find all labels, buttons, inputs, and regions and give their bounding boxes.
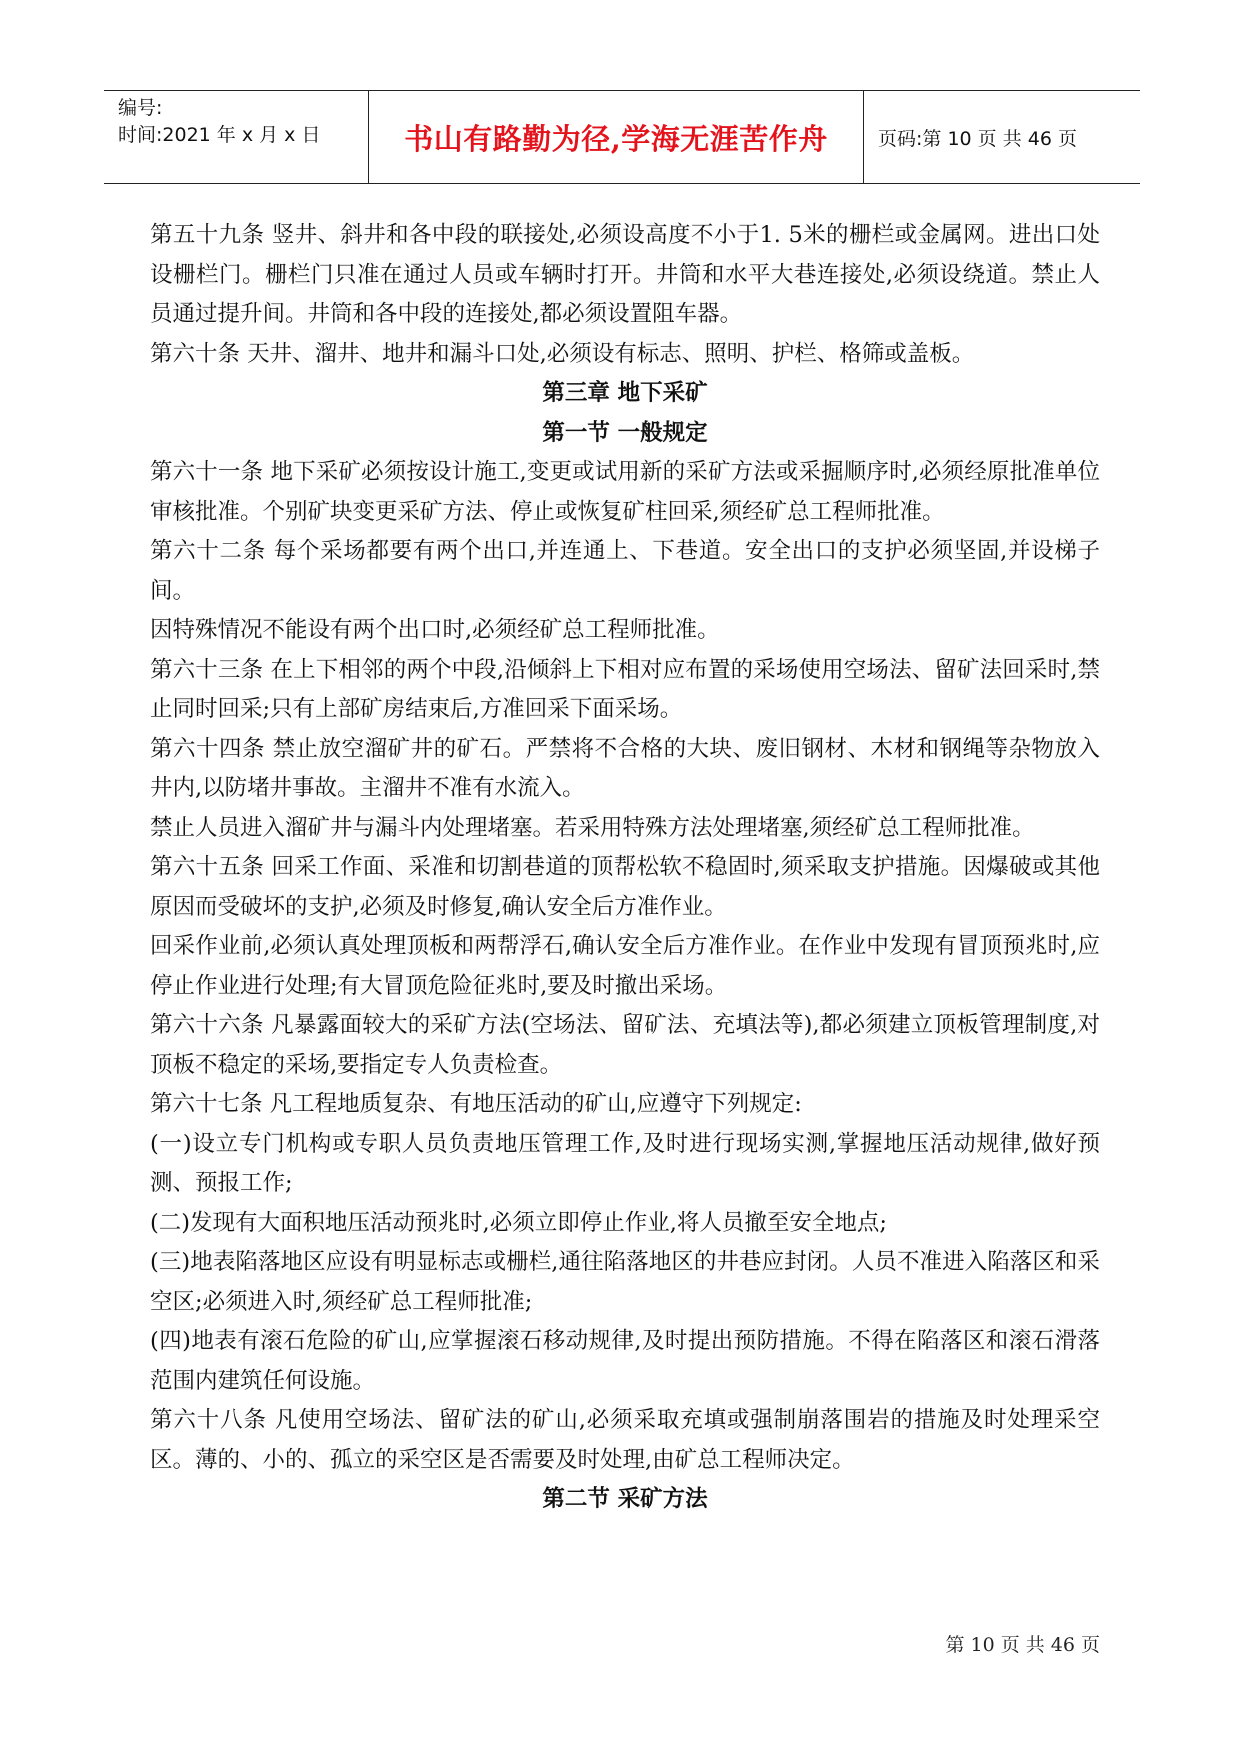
body-paragraph: 第六十条 天井、溜井、地井和漏斗口处,必须设有标志、照明、护栏、格筛或盖板。 [150,340,975,367]
body-paragraph: 禁止人员进入溜矿井与漏斗内处理堵塞。若采用特殊方法处理堵塞,须经矿总工程师批准。 [150,814,1035,841]
body-paragraph: 第六十三条 在上下相邻的两个中段,沿倾斜上下相对应布置的采场使用空场法、留矿法回采时,禁止同时回采;只有上部矿房结束后,方准回采下面采场。 [150,656,1100,722]
body-paragraph: 第五十九条 竖井、斜井和各中段的联接处,必须设高度不小于1. 5米的栅栏或金属网。进出口处设栅栏门。栅栏门只准在通过人员或车辆时打开。井筒和水平大巷连接处,必须设绕道。禁止人员通过提升间。井筒和各中段的连接处,都必须设置阻车器。 [150,222,1100,327]
body-paragraph: (三)地表陷落地区应设有明显标志或栅栏,通往陷落地区的井巷应封闭。人员不准进入陷落区和采空区;必须进入时,须经矿总工程师批准; [150,1249,1100,1315]
body-paragraph: 第六十一条 地下采矿必须按设计施工,变更或试用新的采矿方法或采掘顺序时,必须经原批准单位审核批准。个别矿块变更采矿方法、停止或恢复矿柱回采,须经矿总工程师批准。 [150,459,1100,525]
header-meta [104,91,369,183]
section-heading: 第二节 采矿方法 [542,1486,708,1512]
body-paragraph: 第六十四条 禁止放空溜矿井的矿石。严禁将不合格的大块、废旧钢材、木材和钢绳等杂物放入井内,以防堵井事故。主溜井不准有水流入。 [150,735,1100,801]
document-body [150,216,1100,1520]
motto-text: 书山有路勤为径,学海无涯苦作舟 [404,121,828,156]
body-paragraph: 第六十七条 凡工程地质复杂、有地压活动的矿山,应遵守下列规定: [150,1091,802,1117]
body-paragraph: 第六十二条 每个采场都要有两个出口,并连通上、下巷道。安全出口的支护必须坚固,并设梯子间。 [150,538,1100,604]
page-footer: 第 10 页 共 46 页 [945,1634,1100,1656]
body-paragraph: 第六十五条 回采工作面、采准和切割巷道的顶帮松软不稳固时,须采取支护措施。因爆破或其他原因而受破坏的支护,必须及时修复,确认安全后方准作业。 [150,854,1100,920]
header-page-info: 页码:第 10 页 共 46 页 [878,127,1077,150]
section-heading: 第一节 一般规定 [542,419,708,446]
body-paragraph: 第六十六条 凡暴露面较大的采矿方法(空场法、留矿法、充填法等),都必须建立顶板管理制度,对顶板不稳定的采场,要指定专人负责检查。 [150,1012,1100,1078]
body-paragraph: 回采作业前,必须认真处理顶板和两帮浮石,确认安全后方准作业。在作业中发现有冒顶预兆时,应停止作业进行处理;有大冒顶危险征兆时,要及时撤出采场。 [150,933,1100,999]
body-paragraph: (二)发现有大面积地压活动预兆时,必须立即停止作业,将人员撤至安全地点; [150,1209,887,1236]
document-number-label: 编号: [118,97,163,119]
body-paragraph: (四)地表有滚石危险的矿山,应掌握滚石移动规律,及时提出预防措施。不得在陷落区和滚石滑落范围内建筑任何设施。 [150,1328,1100,1394]
body-paragraph: 因特殊情况不能设有两个出口时,必须经矿总工程师批准。 [150,617,720,643]
section-heading: 第三章 地下采矿 [542,380,708,406]
page-header [104,90,1140,184]
header-motto [369,91,864,183]
body-paragraph: (一)设立专门机构或专职人员负责地压管理工作,及时进行现场实测,掌握地压活动规律,做好预测、预报工作; [150,1130,1100,1196]
document-time-label: 时间:2021 年 x 月 x 日 [118,124,321,146]
body-paragraph: 第六十八条 凡使用空场法、留矿法的矿山,必须采取充填或强制崩落围岩的措施及时处理采空区。薄的、小的、孤立的采空区是否需要及时处理,由矿总工程师决定。 [150,1407,1100,1473]
